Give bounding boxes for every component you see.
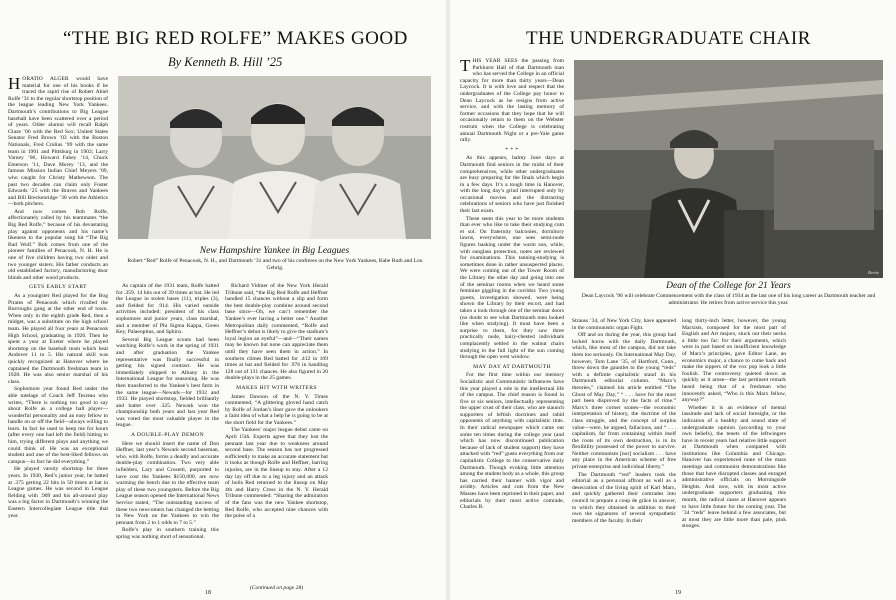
paragraph: He played varsity shortstop for three years. In 1930, Red’s junior year, he batted at .375 getting 22 hits in 50 times at bat in League games. He was second in League fielding with .909 and his all-around play was a big factor in Dartmouth’s winning the Eastern Intercollegiate League title that year. bbox=[8, 466, 108, 519]
paragraph: These seem this year to be more students than ever who like to take their studying cum et sol. On fraternity balconies, dormitory lawns, everywhere, one sees semi-nude figures basking under the warm sun, while, with sunglass protection, notes are reviewed for examinations. This tanning-studying is sometimes done in rather unsuspected places. We were coming out of the Tower Room of the Library the other day and going into one of the seminar rooms when we heard some feminine giggling in the corridor. Two young guests, investigation showed, were being shown the Library by their escort, and had taken a look through one of the seminar doors (no doubt to see what Dartmouth men looked like when studying). It must have been a surprise to them, for they saw three practically nude, hairy-chested individuals complacently settled in the walnut chairs studying in the full light of the sun coming through the open west window. bbox=[460, 215, 564, 361]
left-column-1 bbox=[8, 76, 108, 594]
right-column-1 bbox=[460, 58, 564, 594]
page-number: 19 bbox=[675, 590, 681, 596]
paragraph: HIS YEAR SEES the passing from Parkhurst Hall of that Dartmouth man who has served the College in an official capacity for more than thirty years—Dean Laycock. It is with love and respect that the undergraduates of the College pay honor to Dean Laycock as he resigns from active service, and with the lasting memory of former occasions that they hope that he will occasionally return to them on the Webster rostrum when the College is celebrating annual Dartmouth Night or a pre-Yale game rally. bbox=[460, 58, 564, 144]
left-column-3 bbox=[225, 283, 328, 583]
drop-cap: H bbox=[8, 76, 21, 93]
paragraph: Off and on during the year, this group had locked horns with the daily Dartmouth, which, like most of the campus, did not take them too seriously. On International May Day, however, Tom Lane ’35, of Hartford, Conn., threw down the gauntlet to the young “reds” with a definite capitalistic stand in his Dartmouth editorial column. “Marx’s theories,” claimed his article entitled “The Ghost of May Day,” “ . . . have for the most part been disproved by the facts of time.” Marx’s three corner stones—the economic interpretation of history, the doctrine of the class struggle, and the concept of surplus value—were, he argued, fallacious, and “ . . . capitalism, far from containing within itself the roots of its own destruction, is in its flexibility possessed of the power to survive. Neither communism [nor] socialism . . . have any place in the American scheme of free private enterprise and individual liberty.” bbox=[572, 332, 676, 471]
paragraph: Sophomore year found Red under the able tutelage of Coach Jeff Tesreau who writes, “There is nothing too good to say about Rolfe as a college ball player—wonderful personality and an easy fellow to handle on or off the field—always willing to learn. In fact he used to keep me for hours (after every one had left the field) hitting to him, trying different plays and anything we could think of. He was an exceptional student and one of the best-liked fellows on campus—in fact he did everything.” bbox=[8, 386, 108, 465]
paragraph: As a youngster Red played for the Bog Pirates of Penacook which rivalled the Burroughs gang at the other end of town. When only in the eighth grade Red, then a midget, was a substitute on the high school team. He played all four years at Penacook High School, graduating in 1926. Then he spent a year at Exeter where he played shortstop on the baseball team which beat Andover 11 to 5. His natural skill was quickly recognized at Hanover where he captained the Dartmouth freshman team in 1928. He was also senior marshal of his class. bbox=[8, 293, 108, 385]
continued-note: (Continued on page 28) bbox=[249, 585, 304, 591]
left-photo-caption: Robert “Red” Rolfe of Penacook, N. H., and Dartmouth ’31 and two of his confreres on the New York Yankees, Babe Ruth and Lou Gehrig. bbox=[127, 258, 423, 271]
photo-credit: Bertie bbox=[868, 270, 879, 275]
paragraph: Strauss ’34, of New York City, have appeared in the communistic organ Fight. bbox=[572, 318, 676, 331]
paragraph: ORATIO ALGER would have material for one of his books if he traced the rapid rise of Robert Abiel Rolfe ’31 to the regular shortstop position of the league leading New York Yankees. Dartmouth’s contributions to Big League baseball have been scattered over a period of years. Older alumni will recall Ralph Glaze ’06 with the Red Sox; United States Senator Fred Brown ’03 with the Boston Nationals, Fred Crolius ’99 with the same team in 1901 and Pittsburg in 1902; Larry Varney ’06, Howard Fahey ’14, Chuck Emerson ’11, Dave Morey ’13, and the famous Mission Indian Chief Meyers ’09, who caught for Christy Mathewson. The past two decades can claim only Foster Edwards ’25 with the Braves and Yankees and Bill Breckenridge ’30 with the Athletics—both pitchers. bbox=[8, 76, 108, 208]
yankees-photo bbox=[118, 76, 431, 239]
left-page bbox=[0, 0, 446, 600]
left-photo-title: New Hampshire Yankee in Big Leagues bbox=[199, 246, 350, 256]
paragraph: And now comes Bob Rolfe, affectionately called by his teammates “the Big Red Rolfe,” because of his devastating play against opponents and his name’s likeness to the popular song hit “The Big Bad Wolf.” Bob comes from one of the pioneer families of Penacook, N. H. He is one of five children having two older and two younger sisters. His father conducts an old established factory, manufacturing door blinds and other wood products. bbox=[8, 208, 108, 281]
paragraph: Richard Vidmer of the New York Herald Tribune said, “the Big Red Rolfe and Heffner handled 15 chances without a slip and form the best double-play combine around second base since—Oh, we can’t remember the Yankee’s ever having a better one.” Another Metropolitan daily commented, “Rolfe and Heffner’s debut is likely to give the stadium’s loyal legion an eyeful”—and—“Their names may be known but none can appreciate them until they have seen them in action.” In southern climes Red batted for .412 in 109 times at bat and fielded for .976 in handling 128 out of 131 chances. He also figured in 20 double-plays in the 25 games. bbox=[225, 283, 328, 382]
left-headline: “THE BIG RED ROLFE” MAKES GOOD bbox=[63, 28, 408, 49]
section-heading: GETS EARLY START bbox=[29, 284, 87, 291]
paragraph: For the first time within our memory Socialistic and Communistic influences have this year played a role in the intellectual life of the campus. The chief reason is found in five or six seniors, intellectually representing the upper crust of their class, who are staunch supporters of leftish doctrines and rabid opponents of anything with capitalistic tints. In their radical newspaper which came out some ten times during the college year (and which has now discontinued publication because of lack of student support) they have attacked with “red” gusto everything from our capitalistic College to the conservative daily Dartmouth. Though evoking little attention among the student body as a whole, this group has carried their banner with vigor and avidity. Articles and cuts from the New Masses have been reprinted in their paper, and editorials by their most active comrade, Charles B. bbox=[460, 372, 564, 511]
byline: By Kenneth B. Hill ’25 bbox=[168, 55, 283, 69]
right-photo-caption: Dean Laycock ’96 will celebrate Commencement with the class of 1934 as the last one of his long career as Dartmouth teacher and administrator. He retires from active service this year. bbox=[581, 293, 876, 306]
section-heading: MAKES HIT WITH WRITERS bbox=[236, 384, 317, 391]
left-column-2 bbox=[116, 283, 219, 593]
section-divider: * * * bbox=[505, 146, 519, 153]
paragraph: Here we should insert the name of Don Heffner, last year’s Newark second baseman, who, with Rolfe, forms a deadly and accurate double-play combination. Two very able infielders, Lary and Crosetti, purported to have cost the Yankees $150,000, are now warming the bench due to the effective team play of these two youngsters. Before the Big League season opened the International News Service stated, “The outstanding success of these two newcomers has changed the betting in New York on the Yankees to win the pennant from 2 to 1 odds to 7 to 5.” bbox=[116, 440, 219, 526]
right-photo-title: Dean of the College for 21 Years bbox=[666, 281, 791, 291]
players-illustration bbox=[118, 76, 431, 239]
paragraph: Whether it is an evidence of mental lassitude and lack of social foresight, or the indication of a healthy and sound state of undergraduate opinion (according to your own beliefs), the tenets of the leftwingers have in recent years had relative little support at Dartmouth when compared with institutions like Columbia and Chicago. Hanover has experienced none of the mass meetings and communist demonstrations like those that have disrupted classes and enraged administrative officials on Morningside Heights. And now, with its most active undergraduate supporters graduating this month, the radical cause at Hanover appears to have little future for the coming year. The ’34 “reds” leave behind a few associates, but at most they are little more than pale, pink stooges. bbox=[682, 404, 786, 530]
right-headline: THE UNDERGRADUATE CHAIR bbox=[526, 28, 811, 49]
section-heading: MAY DAY AT DARTMOUTH bbox=[473, 363, 551, 370]
paragraph: Several Big League scouts had been watching Rolfe’s work in the spring of 1931 and after graduation the Yankee representative was finally successful in getting his signed contract. He was immediately shipped to Albany in the International League for seasoning. He was then transferred to the Yankee’s best farm in the same league—Newark—for 1932 and 1933. He played shortstop, fielded brilliantly and batter over .325. Newark won the championship both years and last year Red was voted the most valuable player in the league. bbox=[116, 336, 219, 429]
section-heading: A DOUBLE-PLAY DEMON bbox=[130, 432, 205, 439]
dean-illustration bbox=[574, 60, 883, 278]
page-number: 18 bbox=[205, 590, 211, 596]
paragraph: long thirty-inch letter, however, the young Marxists, composed for the most part of English and Art majors, stuck out their necks a little too far: for their arguments, which were in part based on insufficient knowledge of Marx’s principles, gave Editor Lane, an economics major, a chance to come back and make the sippers of the vox pop look a little foolish. The controversy quieted down as quickly as it arose—the last pertinent remark heard being that of a freshman who innocently asked, “Who is this Marx fellow, anyway?” bbox=[682, 318, 786, 404]
paragraph: The Yankees’ major league debut came on April 15th. Experts agree that they lost the pennant last year due to weakness around second base. The season has not progressed sufficiently to make an accurate statement but it looks as though Rolfe and Heffner, barring injuries, are in the lineup to stay. After a 12 day lay off due to a leg injury and an attack of boils Red returned to the lineup on May 4th and Harry Cross in the N. Y. Herald Tribune commented: “Sharing the admiration of the fans was the new Yankee shortstop, Red Rolfe, who accepted nine chances with the poise of a bbox=[225, 427, 328, 520]
right-page bbox=[450, 0, 896, 600]
paragraph: As this appears, balmy June days at Dartmouth find seniors in the midst of their comprehensives, while other undergraduates are busy preparing for the finals which begin in a few days. It’s a tough time in Hanover, with the long day’s grind interrupted only by occasional movies and the distracting celebrations of seniors who have just finished their last exam. bbox=[460, 155, 564, 215]
right-column-2 bbox=[572, 318, 676, 594]
paragraph: The Dartmouth “red” leaders took the editorial as a personal affront as well as a desecration of the living spirit of Karl Marx, and quickly gathered their comrades into council to prepare a coup de grâce in answer, to which they obtained in addition to their own the signatures of several sympathetic members of the faculty. In their bbox=[572, 471, 676, 524]
paragraph: As captain of the 1931 team, Rolfe batted for .359. 14 hits out of 39 times at bat. He led the League in stolen bases (11), triples (3), and fielded for .914. His varied outside activities included: president of his class sophomore and junior years, class marshal, and a member of Phi Sigma Kappa, Green Key, Palaeopitus, and Sphinx. bbox=[116, 283, 219, 336]
drop-cap: T bbox=[460, 58, 471, 75]
right-column-3 bbox=[682, 318, 786, 594]
paragraph: Rolfe’s play in southern training this spring was nothing short of sensational. bbox=[116, 527, 219, 540]
dean-photo bbox=[574, 60, 883, 278]
paragraph: James Dawson of the N. Y. Times commented, “A glittering gloved hand catch by Rolfe of Jordan’s liner gave the onlookers a faint idea of what a help he is going to be at the short field for the Yankees.” bbox=[225, 393, 328, 426]
